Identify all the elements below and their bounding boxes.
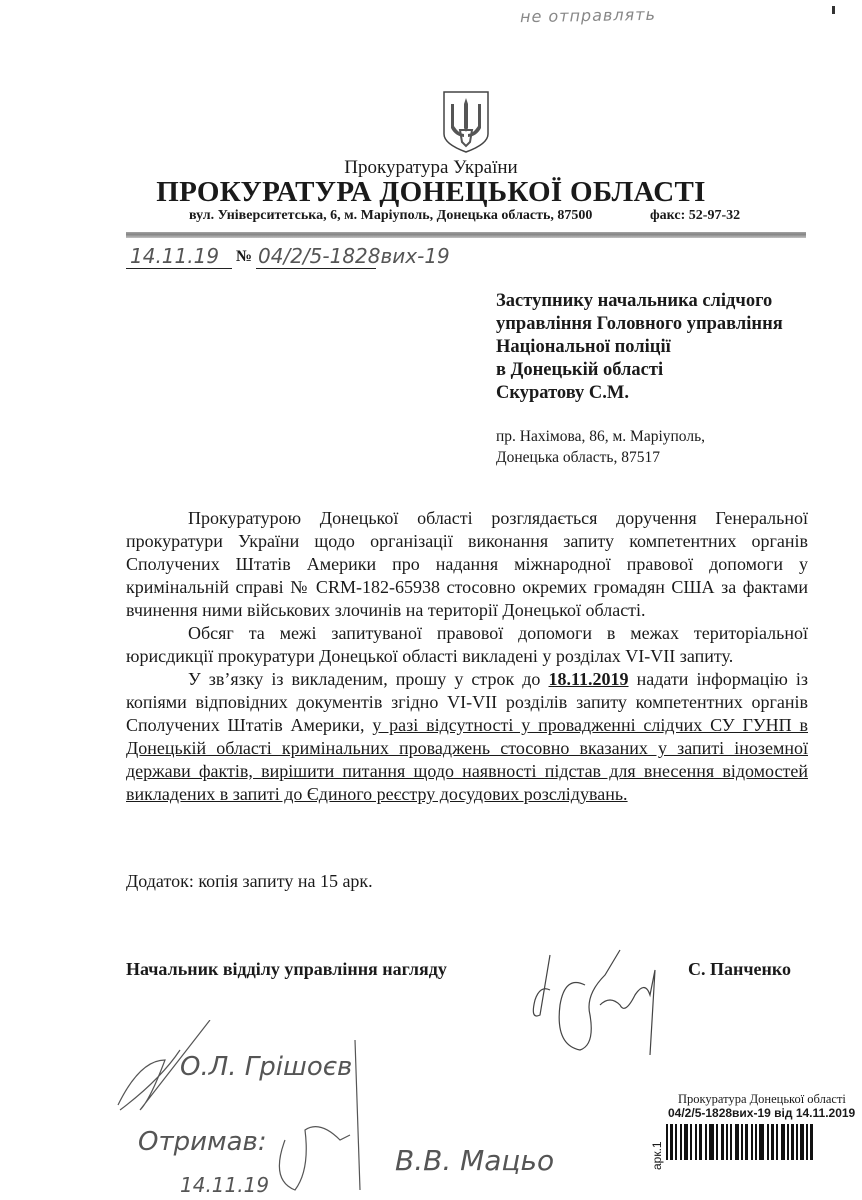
attachment-note: Додаток: копія запиту на 15 арк. — [126, 871, 373, 891]
svg-text:О.Л. Грішоєв: О.Л. Грішоєв — [180, 1052, 353, 1082]
request-underlined-text: у разі відсутності у провадженні слідчих СУ ГУНП в Донецькій області кримінальних проваджень стосовно вказаних у запиті іноземної держави фактів, вирішити питання щодо наявності підстав для внесення відомостей викладених в запиті до Єдиного реєстру досудових розслідувань. — [126, 715, 808, 804]
recipient-address-line: Донецька область, 87517 — [496, 449, 660, 466]
letterhead-fax: факс: 52-97-32 — [650, 208, 741, 223]
recipient-line: Заступнику начальника слідчого — [496, 291, 773, 311]
letterhead-subtitle: Прокуратура України — [344, 157, 518, 178]
registration-date-field — [126, 244, 232, 269]
signatory-name: С. Панченко — [688, 959, 792, 979]
recipient-name: Скуратову С.М. — [496, 383, 630, 403]
recipient-block — [496, 290, 783, 405]
letterhead-divider — [126, 232, 806, 238]
request-text-cont: надати інформацію із копіями відповідних документів згідно VI-VII розділів запиту компетентних органів Сполучених Штатів Америки, — [126, 669, 808, 735]
letterhead-title: ПРОКУРАТУРА ДОНЕЦЬКОЇ ОБЛАСТІ — [156, 176, 706, 208]
svg-text:14.11.19: 14.11.19 — [180, 1173, 270, 1197]
body-paragraph-3 — [126, 668, 808, 806]
recipient-line: Національної поліції — [496, 337, 671, 357]
recipient-address — [496, 426, 705, 468]
stamp-organization: Прокуратура Донецької області — [678, 1092, 846, 1106]
scan-mark — [832, 6, 835, 14]
stamp-sheet-label: арк.1 — [650, 1141, 664, 1170]
stamp-number: 04/2/5-1828вих-19 від 14.11.2019 — [668, 1106, 856, 1120]
handwritten-note-top: не отправлять — [519, 4, 657, 27]
handwritten-receipt-icon — [110, 1020, 590, 1200]
barcode-icon — [666, 1124, 834, 1160]
letterhead-address: вул. Університетська, 6, м. Маріуполь, Донецька область, 87500 — [189, 208, 593, 223]
body-paragraph-2: Обсяг та межі запитуваної правової допомоги в межах територіальної юрисдикції прокуратури Донецької області викладені у розділах VI-VII запиту. — [126, 623, 808, 666]
registration-number-label: № — [236, 248, 253, 265]
letter-body — [126, 507, 808, 806]
recipient-line: в Донецькій області — [496, 360, 664, 380]
registration-number-field — [256, 244, 450, 269]
registration-number: 04/2/5-1828вих-19 — [258, 244, 450, 268]
signatory-title: Начальник відділу управління нагляду — [126, 959, 447, 979]
body-paragraph-1: Прокуратурою Донецької області розглядається доручення Генеральної прокуратури України щодо організації виконання запиту компетентних органів Сполучених Штатів Америки про надання міжнародної правової допомоги у кримінальній справі № CRM-182-65938 стосовно окремих громадян США за фактами вчинення ними військових злочинів на території Донецької області. — [126, 508, 808, 620]
deadline-date: 18.11.2019 — [548, 669, 629, 689]
registration-date: 14.11.19 — [130, 244, 220, 268]
recipient-address-line: пр. Нахімова, 86, м. Маріуполь, — [496, 428, 706, 445]
ukraine-trident-emblem-icon — [441, 90, 491, 154]
svg-text:В.В. Мацьо: В.В. Мацьо — [395, 1144, 555, 1177]
request-text: У зв’язку із викладеним, прошу у строк до — [188, 669, 549, 689]
svg-text:Отримав:: Отримав: — [138, 1127, 267, 1157]
recipient-line: управління Головного управління — [496, 314, 783, 334]
